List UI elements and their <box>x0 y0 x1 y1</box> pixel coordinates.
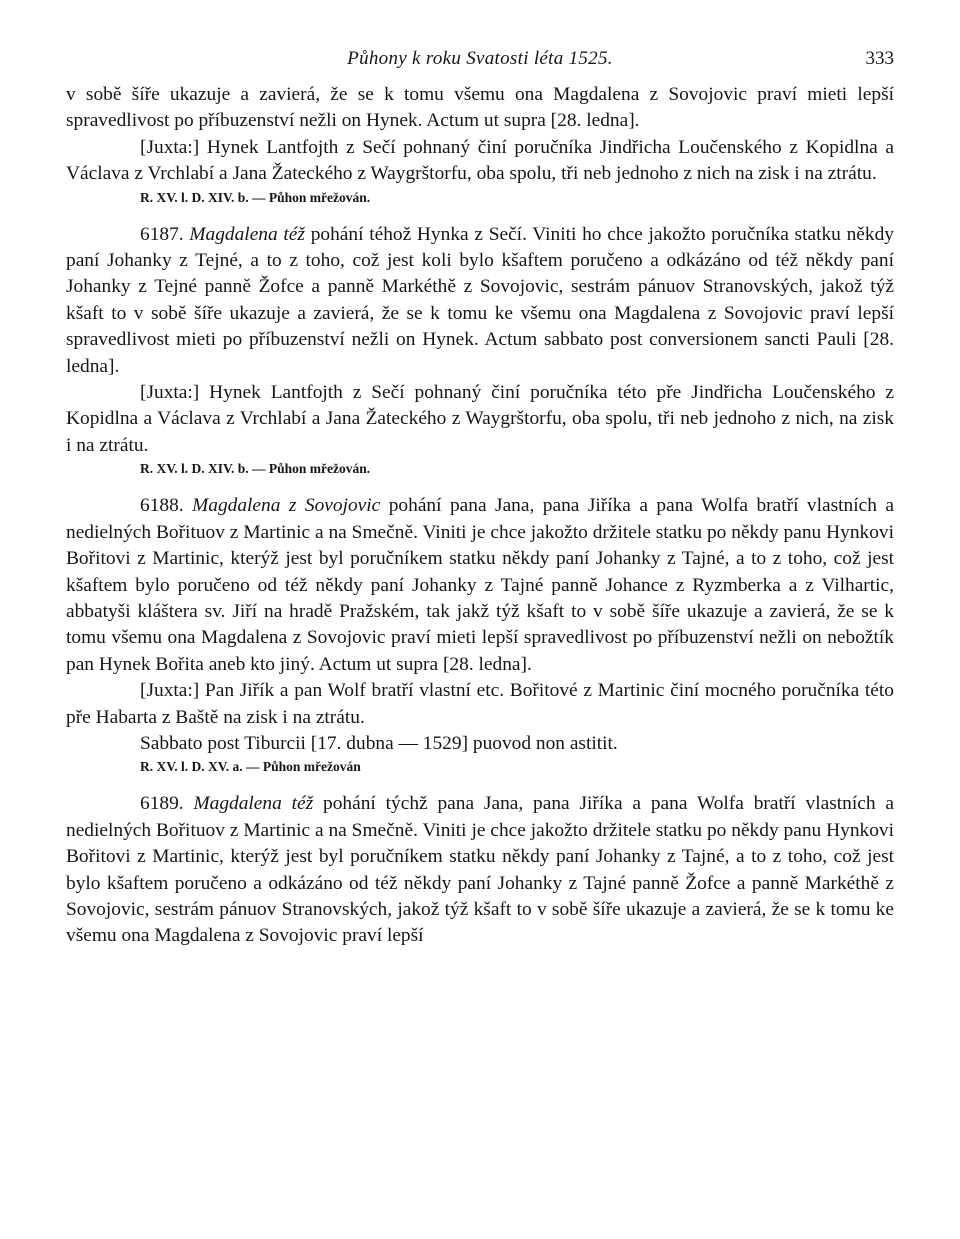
paragraph-note: Sabbato post Tiburcii [17. dubna — 1529] puovod non astitit. <box>140 732 618 754</box>
paragraph-juxta: [Juxta:] Pan Jiřík a pan Wolf bratří vlastní etc. Bořitové z Martinic činí mocného poručníka této pře Habarta z Baště na zisk i na ztrátu. <box>66 680 894 728</box>
entry-party: Magdalena též <box>189 223 305 245</box>
page-header <box>66 40 894 76</box>
source-note: R. XV. l. D. XV. a. — Půhon mřežován <box>140 759 361 775</box>
entry-6189 <box>66 791 894 949</box>
entry-number: 6189. <box>140 793 184 815</box>
entry-number: 6187. <box>140 223 184 245</box>
entry-text: pohání týchž pana Jana, pana Jiříka a pana Wolfa bratří vlastních a nedielných Bořituov z Martinic a na Smečně. Viniti je chce jakožto držitele statku po někdy panu Hynkovi Bořitovi z Martinic, kterýž jest byl poručníkem statku někdy paní Johanky z Tajné, a to z toho, což jest bylo kšaftem poručeno a odkázáno od též někdy paní Johanky z Tajné panně Žofce a panně Markéthě z Sovojovic, sestrám pánuov Stranovských, jakož týž kšaft to v sobě šíře ukazuje a zavierá, že se k tomu ke všemu ona Magdalena z Sovojovic praví lepší <box>66 793 894 947</box>
entry-text: pohání pana Jana, pana Jiříka a pana Wolfa bratří vlastních a nedielných Bořituov z Martinic a na Smečně. Viniti je chce jakožto držitele statku po někdy panu Hynkovi Bořitovi z Martinic, kterýž jest byl poručníkem statku někdy paní Johanky z Tajné, a to z toho, což jest kšaftem bylo poručeno od též někdy paní Johanky z Tajné panně Johance z Ryzmberka a z Vilhartic, abbatyši kláštera sv. Jiří na hradě Pražském, tak jakž týž kšaft to v sobě šíře ukazuje a zavierá, že se k tomu všemu ona Magdalena z Sovojovic praví mieti lepší spravedlivost po příbuzenství nežli on nebožtík pan Hynek Bořita aneb kto jiný. Actum ut supra [28. ledna]. <box>66 495 895 675</box>
text-body <box>66 82 894 950</box>
entry-6188 <box>66 493 894 678</box>
running-head: Půhony k roku Svatosti léta 1525. <box>347 48 613 69</box>
paragraph-juxta: [Juxta:] Hynek Lantfojth z Sečí pohnaný činí poručníka Jindřicha Loučenského z Kopidlna a Václava z Vrchlabí a Jana Žateckého z Waygrštorfu, oba spolu, tři neb jednoho z nich na zisk i na ztrátu. <box>66 136 894 185</box>
entry-text: pohání téhož Hynka z Sečí. Viniti ho chce jakožto poručníka statku někdy paní Johanky z Tejné, a to z toho, což jest koli bylo kšaftem poručeno a odkázáno od též někdy paní Johanky z Tejné panně Žofce a panně Markéthě z Sovojovic, sestrám pánuov Stranovských, jakož týž kšaft to v sobě šíře ukazuje a zavierá, že se k tomu ke všemu ona Magdalena z Sovojovic praví lepší spravedlivost mieti po příbuzenství nežli on Hynek. Actum sabbato post conversionem sancti Pauli [28. ledna]. <box>66 223 894 377</box>
entry-number: 6188. <box>140 495 184 517</box>
paragraph-continuation: v sobě šíře ukazuje a zavierá, že se k tomu všemu ona Magdalena z Sovojovic praví mieti lepší spravedlivost po příbuzenství nežli on Hynek. Actum ut supra [28. ledna]. <box>66 84 894 132</box>
paragraph-juxta: [Juxta:] Hynek Lantfojth z Sečí pohnaný činí poručníka této pře Jindřicha Loučenského z Kopidlna a Václava z Vrchlabí a Jana Žateckého z Waygrštorfu, oba spolu, tři neb jednoho z nich, na zisk i na ztrátu. <box>66 382 894 456</box>
source-note: R. XV. l. D. XIV. b. — Půhon mřežován. <box>140 189 371 205</box>
entry-party: Magdalena z Sovojovic <box>192 495 381 517</box>
entry-party: Magdalena též <box>193 793 314 815</box>
entry-6187 <box>66 222 894 380</box>
page-number: 333 <box>865 48 894 69</box>
source-note: R. XV. l. D. XIV. b. — Půhon mřežován. <box>140 461 371 477</box>
